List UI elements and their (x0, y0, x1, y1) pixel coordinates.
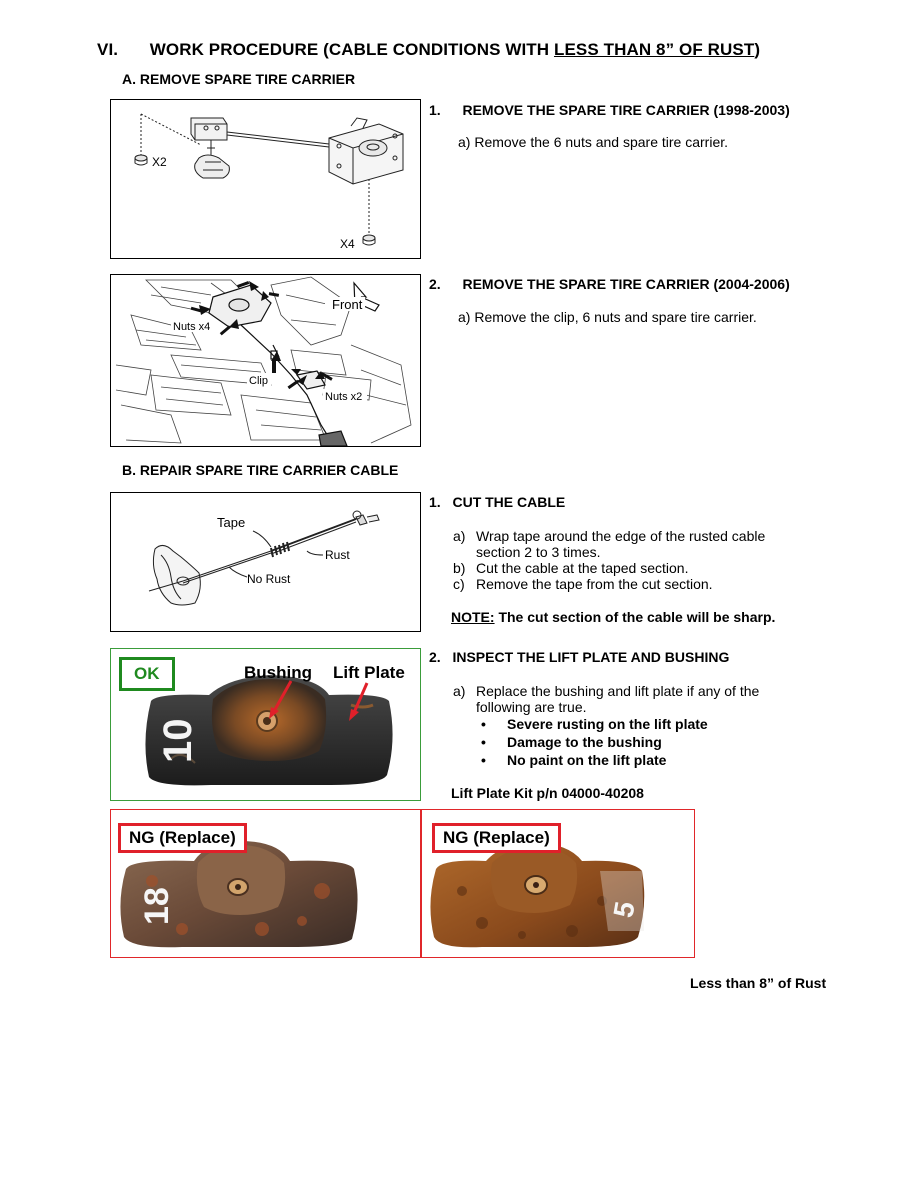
step-b2-bullets (477, 715, 708, 769)
step-b2-item-a-text: Replace the bushing and lift plate if any of the following are true. (476, 683, 760, 715)
step-a1-number: 1. (429, 102, 441, 118)
step-b1-item-b-letter: b) (453, 560, 466, 576)
step-b1-item-c (453, 576, 796, 592)
footer-label: Less than 8” of Rust (690, 975, 827, 991)
label-nuts-x4: Nuts x4 (173, 321, 211, 333)
ok-plate-number: 10 (156, 718, 200, 763)
section-title-underlined: LESS THAN 8” OF RUST (553, 40, 755, 59)
ng1-plate-number: 18 (138, 887, 176, 925)
step-a1-item-a: a) Remove the 6 nuts and spare tire carrier. (458, 134, 729, 150)
section-number: VI. (97, 40, 119, 59)
bullet-item: • Severe rusting on the lift plate (477, 715, 708, 733)
ok-badge: OK (119, 657, 175, 691)
step-b1-title (429, 494, 565, 510)
photo-ok-lift-plate (110, 648, 421, 801)
step-a1-title (429, 102, 790, 118)
label-lift-plate: Lift Plate (333, 663, 405, 682)
diagram-cut-cable (110, 492, 421, 632)
step-b2-item-a (453, 683, 776, 715)
bullet-item: • No paint on the lift plate (477, 751, 708, 769)
label-clip: Clip (249, 375, 268, 387)
part-a-heading: A. REMOVE SPARE TIRE CARRIER (122, 71, 356, 87)
diagram-carrier-1998-2003 (110, 99, 421, 259)
step-b1-item-c-letter: c) (453, 576, 465, 592)
step-b2-number: 2. (429, 649, 441, 665)
label-bushing: Bushing (244, 663, 312, 682)
step-b1-item-b (453, 560, 796, 576)
cut-cable-drawing (111, 493, 420, 631)
step-b1-title-text: CUT THE CABLE (452, 494, 566, 510)
carrier-2004-2006-drawing (111, 275, 420, 446)
step-b1-item-b-text: Cut the cable at the taped section. (476, 560, 689, 576)
step-a2-title-text: REMOVE THE SPARE TIRE CARRIER (2004-2006) (462, 276, 790, 292)
ng1-badge: NG (Replace) (118, 823, 247, 853)
lift-plate-kit: Lift Plate Kit p/n 04000-40208 (451, 785, 644, 801)
label-no-rust: No Rust (247, 572, 291, 586)
photo-ng-2 (422, 811, 693, 956)
step-a2-title (429, 276, 790, 292)
section-title-prefix: WORK PROCEDURE (CABLE CONDITIONS WITH (149, 40, 554, 59)
step-b2-item-a-letter: a) (453, 683, 466, 699)
step-b1-item-c-text: Remove the tape from the cut section. (476, 576, 713, 592)
note-text: The cut section of the cable will be sharp. (494, 609, 776, 625)
step-b1-number: 1. (429, 494, 441, 510)
bullet-item: • Damage to the bushing (477, 733, 708, 751)
ng2-plate-number: 5 (607, 899, 641, 920)
diagram-carrier-2004-2006 (110, 274, 421, 447)
label-front: Front (332, 297, 363, 312)
label-x4: X4 (340, 237, 355, 251)
step-b1-item-a-letter: a) (453, 528, 466, 544)
label-tape: Tape (217, 515, 246, 530)
step-a2-number: 2. (429, 276, 441, 292)
step-b1-note (451, 609, 775, 625)
step-a2-item-a: a) Remove the clip, 6 nuts and spare tire carrier. (458, 309, 757, 325)
label-x2: X2 (152, 155, 167, 169)
photo-ng-1 (112, 811, 419, 956)
note-label: NOTE: (451, 609, 495, 625)
carrier-1998-2003-drawing (111, 100, 420, 258)
section-title (97, 40, 760, 60)
step-b2-title (429, 649, 729, 665)
step-b2-title-text: INSPECT THE LIFT PLATE AND BUSHING (452, 649, 730, 665)
step-b1-item-a-text: Wrap tape around the edge of the rusted cable section 2 to 3 times. (476, 528, 766, 560)
label-nuts-x2: Nuts x2 (325, 391, 363, 403)
label-rust: Rust (325, 548, 350, 562)
part-b-heading: B. REPAIR SPARE TIRE CARRIER CABLE (122, 462, 399, 478)
ng2-badge: NG (Replace) (432, 823, 561, 853)
step-b1-item-a (453, 528, 813, 560)
step-a1-title-text: REMOVE THE SPARE TIRE CARRIER (1998-2003) (462, 102, 790, 118)
section-title-suffix: ) (754, 40, 761, 59)
